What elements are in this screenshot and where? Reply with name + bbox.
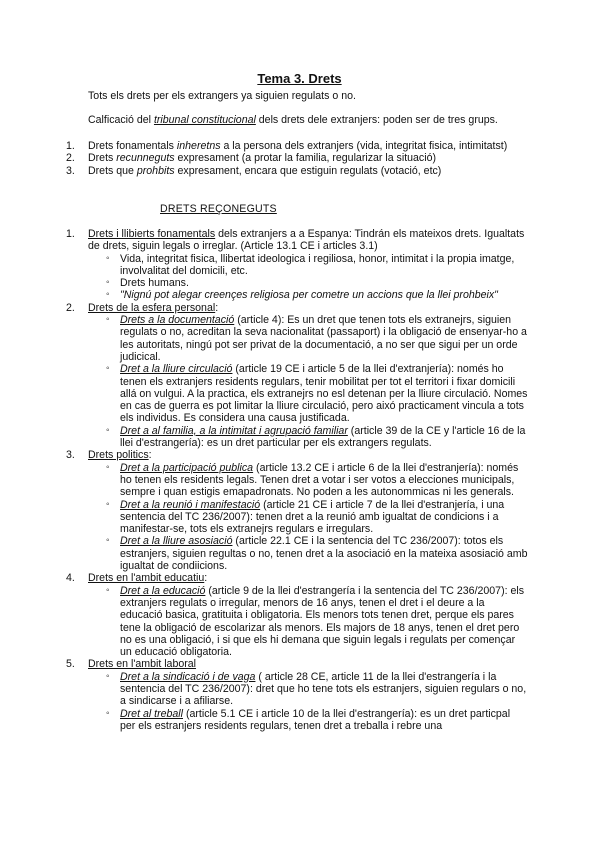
section-head: Drets i llibierts fonamentals bbox=[88, 228, 216, 240]
section-number: 5. bbox=[66, 658, 75, 671]
section-number: 3. bbox=[66, 449, 75, 462]
bullet-list bbox=[88, 253, 528, 302]
section-number: 1. bbox=[66, 228, 75, 240]
section-intro bbox=[88, 658, 528, 670]
section-colon: : bbox=[215, 301, 219, 314]
recognized-rights-list bbox=[66, 228, 528, 732]
section-number: 4. bbox=[66, 572, 75, 585]
item-text: Drets fonamentals bbox=[88, 140, 177, 152]
section-labour bbox=[66, 658, 528, 732]
item-text: ( article 28 CE, article 11 de la llei d'estrangería i la sentencia del TC 236/2007): dret que ho tene tots els estranjers, siguien regulars o no, a sindicarse i a afiliarse. bbox=[120, 670, 527, 708]
list-item: ◦ "Nignú pot alegar creençes religiosa per cometre un accions que la llei prohbeix" bbox=[120, 289, 528, 301]
section-text: dels extranjers a a Espanya: Tindrán els mateixos drets. Igualtats de drets, siguin legals o irreglar. (Article 13.1 CE i articles 3.1) bbox=[88, 228, 525, 253]
list-item bbox=[120, 708, 528, 733]
item-text: (article 21 CE i article 7 de la llei d'estranjería, i una sentencia del TC 236/2007): tenen dret a la reunió amb igualtat de condicions i a manifestar-se, tots els extranejrs regulars e irregulars. bbox=[120, 498, 505, 536]
bullet-list bbox=[88, 314, 528, 449]
section-head: Drets en l'ambit educatiu bbox=[88, 572, 205, 585]
section-intro bbox=[88, 302, 528, 314]
item-text: Drets bbox=[88, 152, 117, 165]
item-text: (article 39 de la CE y l'article 16 de la llei d'estrangería): es un dret particular per els extrangers regulats. bbox=[120, 424, 526, 450]
classification-text-post: dels drets dele extranjers: poden ser de tres grups. bbox=[255, 114, 498, 126]
list-item: ◦ Drets humans. bbox=[120, 277, 528, 289]
list-item bbox=[66, 140, 536, 152]
item-term: Dret al treball bbox=[120, 707, 183, 720]
item-term: Dret a la sindicació i de vaga bbox=[120, 670, 256, 683]
list-item bbox=[120, 499, 528, 536]
item-number: 3. bbox=[66, 164, 75, 177]
item-term: Dret a la participació publica bbox=[120, 461, 254, 474]
section-intro bbox=[88, 228, 528, 253]
section-head: Drets en l'ambit laboral bbox=[88, 658, 197, 671]
item-emphasis: recunneguts bbox=[116, 152, 175, 165]
item-term: Dret a al familia, a la intimitat i agrupació familiar bbox=[120, 424, 348, 437]
list-item bbox=[120, 671, 528, 708]
bullet-list bbox=[88, 585, 528, 659]
section-head: Drets de la esfera personal bbox=[88, 301, 216, 314]
classification-paragraph bbox=[88, 114, 528, 126]
list-item: ◦ Vida, integritat fisica, llibertat ideologica i regiliosa, honor, intimitat i la propia imatge, involvalitat del domicili, etc. bbox=[120, 253, 528, 278]
item-text: expresament (a protar la familia, regularizar la situació) bbox=[174, 152, 436, 165]
item-term: Drets a la documentació bbox=[120, 314, 235, 327]
list-item bbox=[120, 314, 528, 363]
section-intro bbox=[88, 449, 528, 461]
item-text: expresament, encara que estiguin regulats (votació, etc) bbox=[174, 164, 442, 177]
list-item bbox=[120, 363, 528, 424]
section-heading: DRETS REÇONEGUTS bbox=[160, 203, 277, 215]
list-item bbox=[120, 535, 528, 572]
intro-paragraph: Tots els drets per els extrangers ya siguien regulats o no. bbox=[88, 90, 356, 102]
classification-text-pre: Calficació del bbox=[88, 114, 154, 126]
item-text: (article 19 CE i article 5 de la llei d'extranjería): només ho tenen els extranjers residents regulars, tenir mobilitat per tot el territori i fixar domicili allá on vulgui. A la practica, els extranejrs no esl detenan per la lliure circulació. Nomes en cas de guerra es pot limitar la lliure circulació, pero aixó practicament vincula a tots els individus. Es considera una causa justificada. bbox=[120, 363, 528, 425]
list-item bbox=[120, 585, 528, 659]
item-text: (article 4): Es un dret que tenen tots els extranejrs, siguien regulats o no, acreditan la seva nacionalitat (passaport) i la obligació de ensenyar-ho a les autoritats, ningú pot ser privat de la documentació, a no ser que sigui per un orde judicical. bbox=[120, 314, 527, 363]
rights-groups-list bbox=[66, 140, 536, 177]
item-number: 1. bbox=[66, 140, 75, 152]
section-colon: : bbox=[204, 572, 208, 585]
item-term: Dret a la educació bbox=[120, 584, 206, 597]
bullet-list bbox=[88, 671, 528, 732]
section-political-rights bbox=[66, 449, 528, 572]
item-emphasis: inheretns bbox=[176, 140, 221, 152]
item-number: 2. bbox=[66, 152, 75, 165]
section-education bbox=[66, 572, 528, 658]
item-text: Drets que bbox=[88, 164, 137, 177]
section-personal-sphere bbox=[66, 302, 528, 450]
section-fundamental-rights bbox=[66, 228, 528, 302]
item-text: (article 13.2 CE i article 6 de la llei d'estranjería): només ho tenen els residents legals. Tenen dret a votar i ser votos a elecciones municipals, sempre i quan estigis emapadronats. No poden a les autonommicas ni les generals. bbox=[120, 461, 519, 499]
item-text: (article 22.1 CE i la sentencia del TC 236/2007): totos els estranjers, siguien regultas o no, tenen dret a la asociació en la mateixa asosiació amb igualtat de condiicions. bbox=[120, 535, 528, 573]
list-item bbox=[66, 165, 536, 177]
item-text: (article 9 de la llei d'estrangería i la sentencia del TC 236/2007): els extranjers regulats o irregular, menors de 16 anys, tenen el dret i el deure a la educació basica, gratituita i obligatoria. Els menors tots tenen dret, perque els pares tene la obligació de escolarizar als menors. Els majors de 18 anys, tenen el dret pero no es una obligació, i si que els hi demana que siguin legals i regulats per començar un educació obligatoria. bbox=[120, 584, 525, 659]
item-emphasis: prohbits bbox=[136, 164, 175, 177]
item-text: (article 5.1 CE i article 10 de la llei d'estrangería): es un dret particpal per els estranjers residents regulars, tenen dret a treballa i rebre una bbox=[120, 707, 511, 732]
list-item bbox=[66, 152, 536, 164]
bullet-list bbox=[88, 462, 528, 573]
item-text: a la persona dels extranjers (vida, integritat fisica, intimitatst) bbox=[220, 140, 508, 152]
item-term: Dret a la lliure circulació bbox=[120, 363, 233, 376]
list-item bbox=[120, 462, 528, 499]
item-term: Dret a la lliure asosiació bbox=[120, 535, 233, 548]
section-colon: : bbox=[148, 449, 152, 462]
tribunal-constitucional-term: tribunal constitucional bbox=[153, 114, 256, 126]
item-term: Dret a la reunió i manifestació bbox=[120, 498, 261, 511]
section-number: 2. bbox=[66, 301, 75, 314]
list-item bbox=[120, 425, 528, 450]
section-head: Drets politics bbox=[88, 449, 149, 462]
section-intro bbox=[88, 572, 528, 584]
page-title: Tema 3. Drets bbox=[257, 71, 342, 86]
